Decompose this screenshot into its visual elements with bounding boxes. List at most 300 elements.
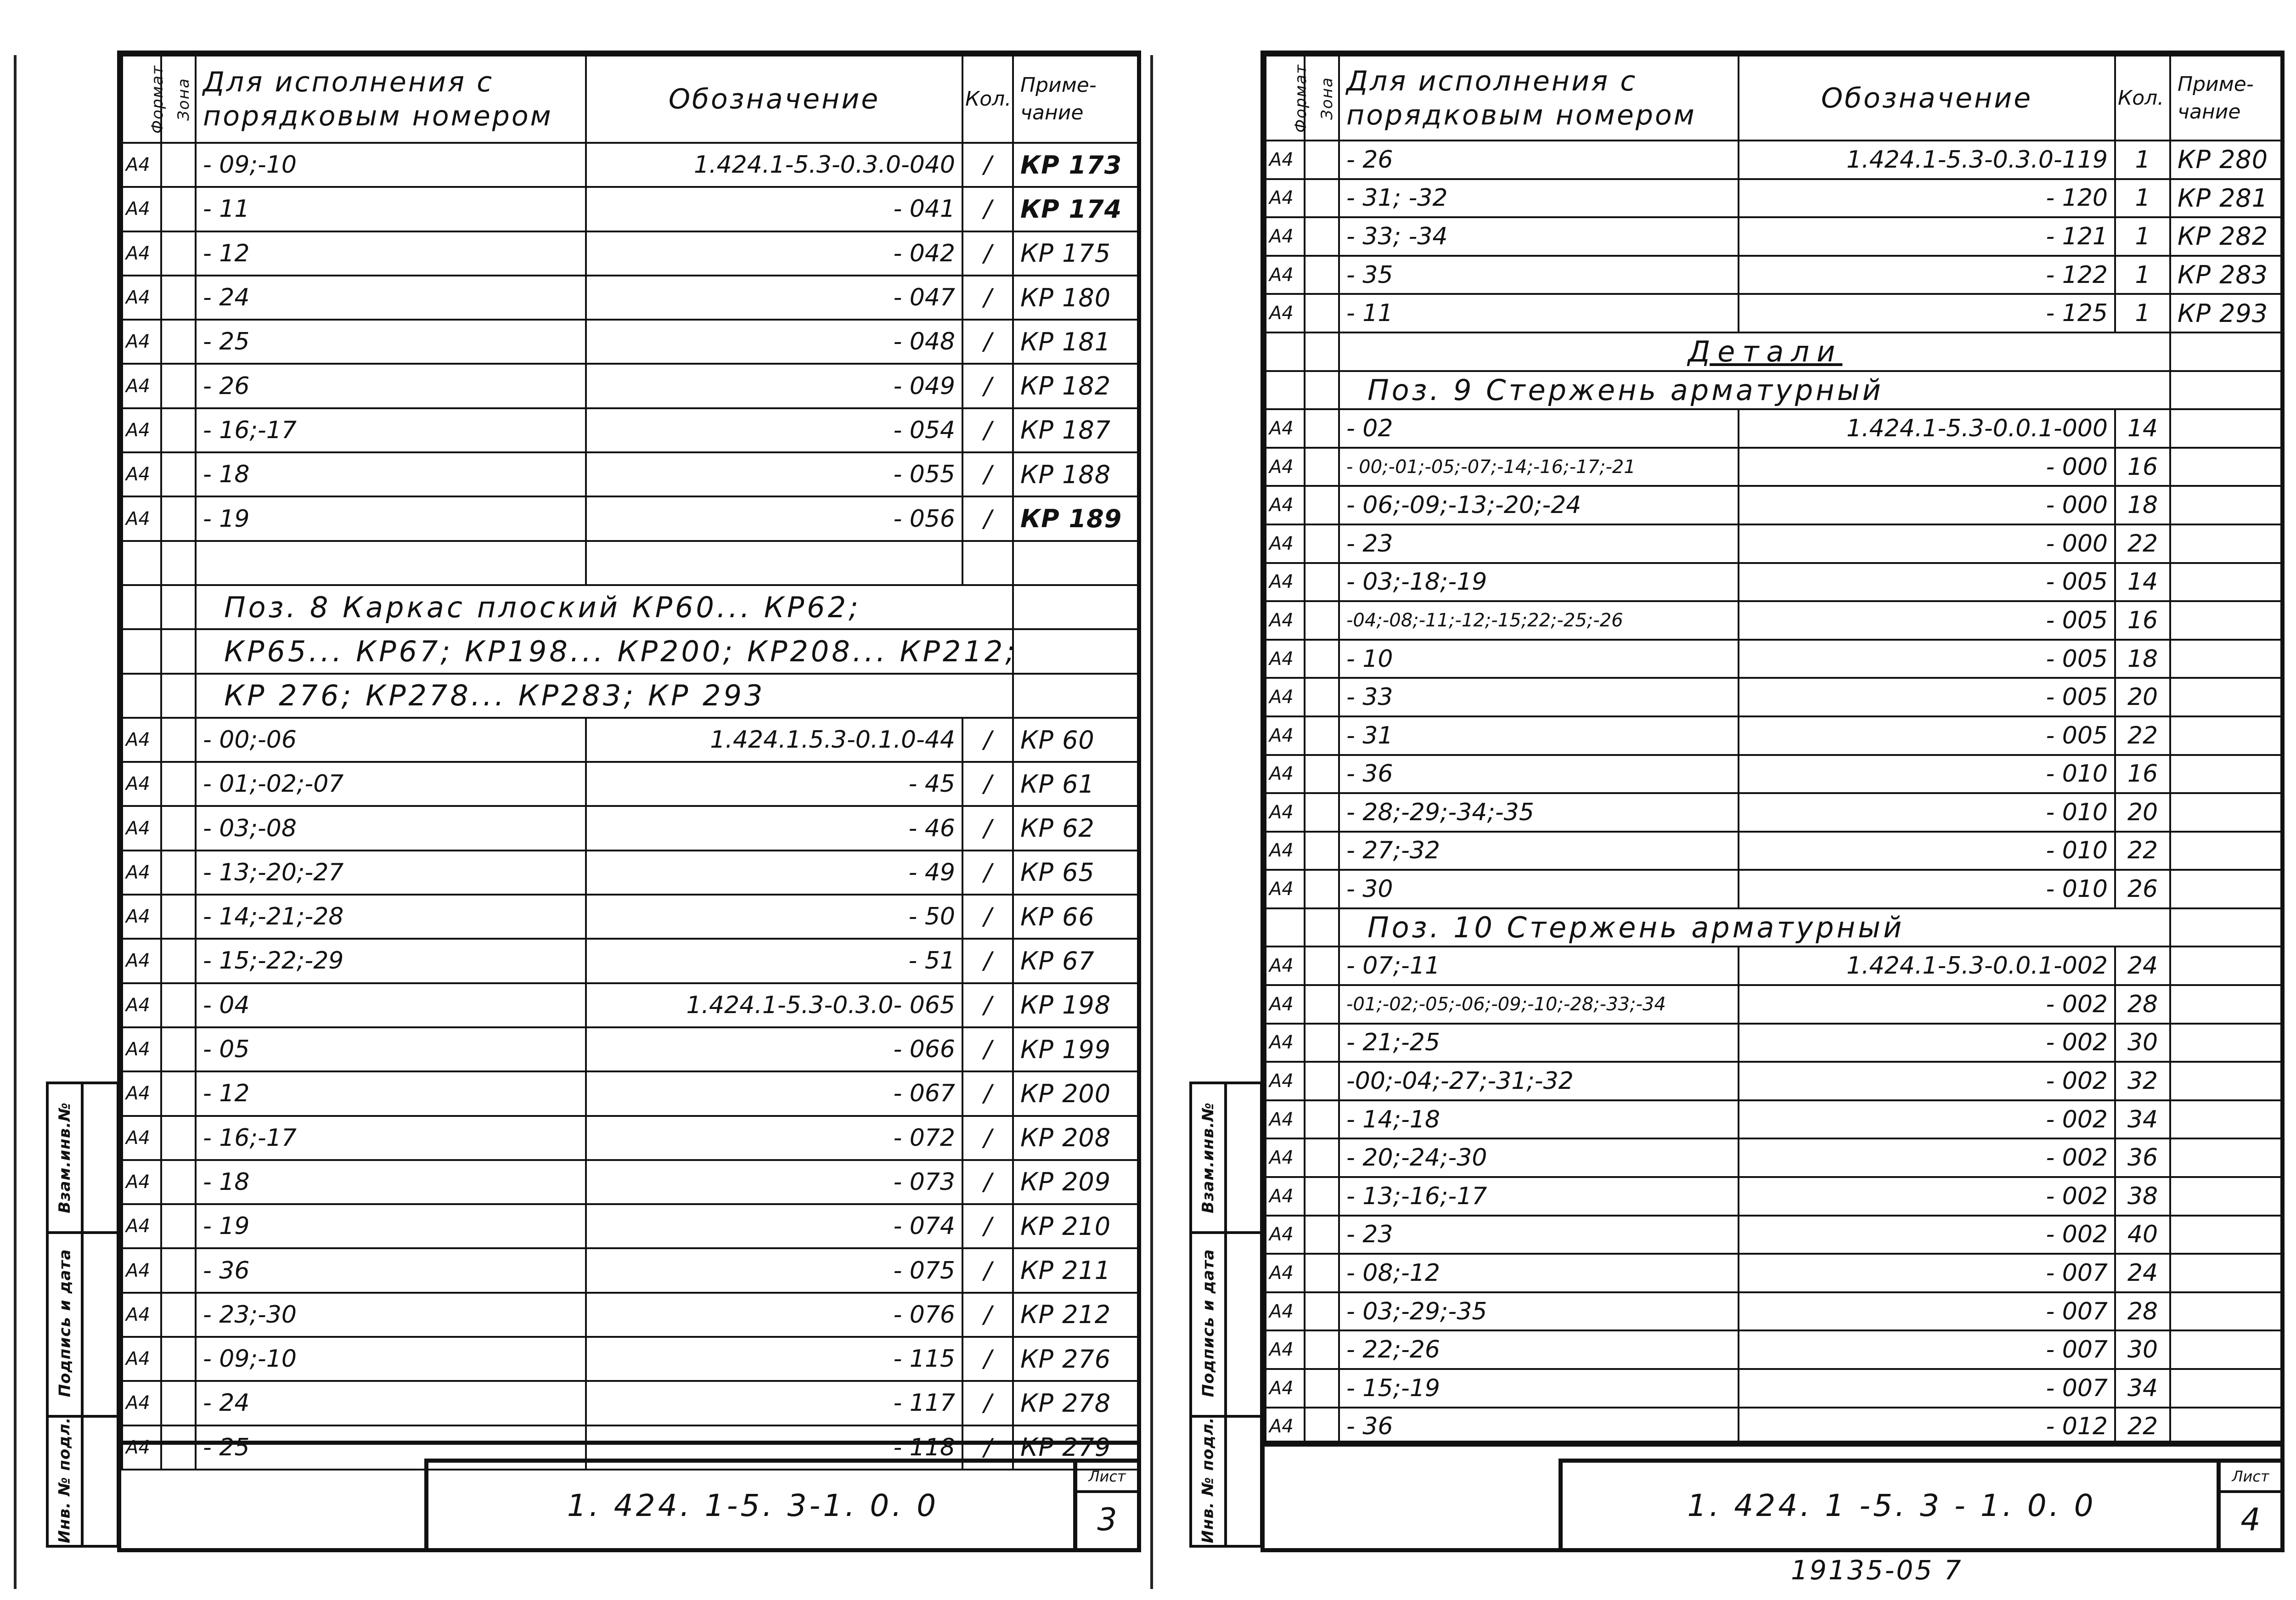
table-row xyxy=(1266,217,2281,256)
cell-note: КР 180 xyxy=(1013,276,1138,320)
title-inner xyxy=(1559,1459,2280,1548)
table-body-left xyxy=(122,143,1138,1470)
cell-designation: 1.424.1-5.3-0.3.0-040 xyxy=(586,143,962,187)
cell-note: КР 200 xyxy=(1013,1071,1138,1115)
cell-designation: - 50 xyxy=(586,895,962,939)
cell-qty: / xyxy=(962,1248,1013,1292)
section-text: КР 276; КР278... КР283; КР 293 xyxy=(196,674,1013,718)
cell-note: КР 281 xyxy=(2170,179,2281,218)
cell-execution: - 10 xyxy=(1339,640,1739,678)
cell-designation: - 000 xyxy=(1739,486,2115,524)
col-note: Приме-чание xyxy=(2170,56,2281,141)
cell-format: А4 xyxy=(1266,678,1305,716)
sheet-number: 3 xyxy=(1097,1501,1117,1538)
sheet-page-3 xyxy=(117,51,1141,1552)
cell-zone xyxy=(161,187,196,231)
cell-execution: - 26 xyxy=(1339,141,1739,179)
cell-designation: 1.424.1-5.3-0.0.1-002 xyxy=(1739,946,2115,985)
cell-qty: / xyxy=(962,364,1013,408)
cell-execution: - 22;-26 xyxy=(1339,1330,1739,1369)
table-row xyxy=(122,143,1138,187)
cell-zone xyxy=(1305,256,1339,294)
cell-note: КР 209 xyxy=(1013,1160,1138,1204)
cell-qty: / xyxy=(962,851,1013,895)
cell-note xyxy=(2170,1177,2281,1216)
table-row xyxy=(1266,1177,2281,1216)
cell-designation: - 002 xyxy=(1739,985,2115,1024)
col-format: Формат xyxy=(1266,56,1305,141)
cell-zone xyxy=(161,1293,196,1337)
cell-format: А4 xyxy=(1266,1062,1305,1100)
cell-note xyxy=(2170,1216,2281,1254)
sheet-number: 4 xyxy=(2240,1501,2261,1538)
table-row xyxy=(1266,832,2281,870)
cell-designation: - 005 xyxy=(1739,640,2115,678)
cell-note xyxy=(2170,1100,2281,1139)
col-designation: Обозначение xyxy=(1739,56,2115,141)
cell-execution: - 19 xyxy=(196,1204,586,1248)
cell-execution: - 09;-10 xyxy=(196,1337,586,1381)
cell-format: А4 xyxy=(1266,179,1305,218)
cell-qty: 28 xyxy=(2115,985,2170,1024)
cell-format: А4 xyxy=(122,320,161,364)
cell-qty: 40 xyxy=(2115,1216,2170,1254)
cell-zone xyxy=(1305,1138,1339,1177)
cell-zone xyxy=(161,718,196,762)
cell-note xyxy=(2170,1062,2281,1100)
cell-designation: - 007 xyxy=(1739,1330,2115,1369)
cell-format: А4 xyxy=(1266,217,1305,256)
cell-execution: -00;-04;-27;-31;-32 xyxy=(1339,1062,1739,1100)
cell-designation: 1.424.1.5.3-0.1.0-44 xyxy=(586,718,962,762)
cell-qty: 20 xyxy=(2115,678,2170,716)
cell-note: КР 212 xyxy=(1013,1293,1138,1337)
cell-format: А4 xyxy=(1266,294,1305,332)
cell-format: А4 xyxy=(1266,1100,1305,1139)
strip-inv-orig: Инв. № подл. xyxy=(49,1415,117,1545)
cell-format: А4 xyxy=(1266,716,1305,755)
cell-qty: / xyxy=(962,276,1013,320)
cell-execution: - 14;-18 xyxy=(1339,1100,1739,1139)
cell-format: А4 xyxy=(122,408,161,452)
cell-note xyxy=(2170,1254,2281,1292)
cell-qty: 1 xyxy=(2115,179,2170,218)
title-block xyxy=(121,1441,1137,1548)
cell-qty: / xyxy=(962,187,1013,231)
cell-execution: - 31; -32 xyxy=(1339,179,1739,218)
cell-note: КР 276 xyxy=(1013,1337,1138,1381)
cell-designation: - 054 xyxy=(586,408,962,452)
cell-qty: 38 xyxy=(2115,1177,2170,1216)
cell-qty: 24 xyxy=(2115,1254,2170,1292)
cell-format: А4 xyxy=(1266,256,1305,294)
cell-format: А4 xyxy=(1266,1177,1305,1216)
spec-table-left xyxy=(121,55,1139,1470)
table-row xyxy=(1266,1254,2281,1292)
section-text: Детали xyxy=(1339,332,2170,371)
table-row xyxy=(1266,985,2281,1024)
cell-note xyxy=(2170,448,2281,486)
cell-zone xyxy=(161,1116,196,1160)
cell-note xyxy=(2170,1330,2281,1369)
table-row xyxy=(122,1293,1138,1337)
cell-format: А4 xyxy=(122,364,161,408)
cell-zone xyxy=(161,231,196,276)
cell-zone xyxy=(161,452,196,496)
cell-format: А4 xyxy=(122,1071,161,1115)
cell-qty: 36 xyxy=(2115,1138,2170,1177)
table-row xyxy=(122,718,1138,762)
cell-zone xyxy=(161,983,196,1027)
cell-format: А4 xyxy=(1266,755,1305,794)
table-row xyxy=(122,496,1138,541)
cell-zone xyxy=(161,496,196,541)
fold-line xyxy=(14,55,17,1589)
cell-qty: 22 xyxy=(2115,1408,2170,1446)
cell-designation: - 118 xyxy=(586,1425,962,1470)
table-row xyxy=(122,806,1138,850)
cell-designation: - 49 xyxy=(586,851,962,895)
table-row xyxy=(1266,141,2281,179)
cell-designation: - 067 xyxy=(586,1071,962,1115)
table-row xyxy=(1266,294,2281,332)
table-row xyxy=(1266,486,2281,524)
strip-inv-orig: Инв. № подл. xyxy=(1192,1415,1260,1545)
table-row xyxy=(1266,1024,2281,1062)
cell-format: А4 xyxy=(122,1116,161,1160)
cell-zone xyxy=(1305,1062,1339,1100)
cell-qty: / xyxy=(962,143,1013,187)
cell-zone xyxy=(161,320,196,364)
cell-note: КР 175 xyxy=(1013,231,1138,276)
cell-zone xyxy=(1305,678,1339,716)
cell-execution: -04;-08;-11;-12;-15;22;-25;-26 xyxy=(1339,601,1739,640)
cell-format: А4 xyxy=(122,1204,161,1248)
cell-designation: - 010 xyxy=(1739,755,2115,794)
cell-qty: 1 xyxy=(2115,141,2170,179)
col-zone: Зона xyxy=(161,56,196,143)
cell-execution: - 35 xyxy=(1339,256,1739,294)
cell-execution: - 26 xyxy=(196,364,586,408)
cell-note: КР 60 xyxy=(1013,718,1138,762)
cell-note xyxy=(2170,793,2281,832)
cell-designation: - 117 xyxy=(586,1381,962,1425)
cell-zone xyxy=(1305,870,1339,908)
spec-table-right xyxy=(1265,55,2282,1447)
cell-designation: - 002 xyxy=(1739,1138,2115,1177)
cell-execution: - 31 xyxy=(1339,716,1739,755)
document-code: 1. 424. 1 -5. 3 - 1. 0. 0 xyxy=(1687,1487,2096,1523)
cell-designation: 1.424.1-5.3-0.3.0- 065 xyxy=(586,983,962,1027)
cell-zone xyxy=(1305,1369,1339,1408)
cell-zone xyxy=(1305,1216,1339,1254)
cell-execution: - 25 xyxy=(196,320,586,364)
cell-execution: - 03;-18;-19 xyxy=(1339,563,1739,602)
cell-execution: - 14;-21;-28 xyxy=(196,895,586,939)
table-row xyxy=(122,1116,1138,1160)
col-qty: Кол. xyxy=(2115,56,2170,141)
cell-format: А4 xyxy=(122,1337,161,1381)
cell-designation: - 005 xyxy=(1739,563,2115,602)
cell-execution: - 11 xyxy=(196,187,586,231)
cell-zone xyxy=(1305,985,1339,1024)
cell-format: А4 xyxy=(1266,1138,1305,1177)
cell-note: КР 187 xyxy=(1013,408,1138,452)
col-designation: Обозначение xyxy=(586,56,962,143)
cell-note: КР 62 xyxy=(1013,806,1138,850)
cell-zone xyxy=(1305,1100,1339,1139)
table-row xyxy=(122,1381,1138,1425)
cell-designation: - 002 xyxy=(1739,1177,2115,1216)
cell-designation: - 049 xyxy=(586,364,962,408)
cell-designation: - 073 xyxy=(586,1160,962,1204)
cell-designation: - 120 xyxy=(1739,179,2115,218)
table-row xyxy=(122,187,1138,231)
sheet-box xyxy=(1073,1463,1137,1548)
table-row xyxy=(1266,256,2281,294)
cell-note: КР 198 xyxy=(1013,983,1138,1027)
cell-execution: - 19 xyxy=(196,496,586,541)
col-execution: Для исполнения с порядковым номером xyxy=(1339,56,1739,141)
table-row xyxy=(122,983,1138,1027)
cell-qty: 16 xyxy=(2115,601,2170,640)
cell-note xyxy=(2170,832,2281,870)
cell-format: А4 xyxy=(1266,985,1305,1024)
cell-qty: / xyxy=(962,1204,1013,1248)
cell-note: КР 67 xyxy=(1013,939,1138,983)
cell-format: А4 xyxy=(1266,640,1305,678)
cell-qty: / xyxy=(962,1160,1013,1204)
cell-zone xyxy=(161,939,196,983)
cell-format: А4 xyxy=(122,806,161,850)
table-row xyxy=(122,851,1138,895)
cell-execution: - 30 xyxy=(1339,870,1739,908)
cell-execution: - 13;-16;-17 xyxy=(1339,1177,1739,1216)
cell-qty: / xyxy=(962,1381,1013,1425)
cell-execution: - 15;-19 xyxy=(1339,1369,1739,1408)
cell-qty: 34 xyxy=(2115,1369,2170,1408)
cell-designation: - 007 xyxy=(1739,1254,2115,1292)
table-row xyxy=(122,939,1138,983)
cell-zone xyxy=(161,364,196,408)
strip-inv-replace: Взам.инв.№ xyxy=(1192,1084,1260,1234)
cell-qty: 18 xyxy=(2115,486,2170,524)
cell-execution: - 28;-29;-34;-35 xyxy=(1339,793,1739,832)
cell-qty: / xyxy=(962,496,1013,541)
cell-qty: 26 xyxy=(2115,870,2170,908)
cell-zone xyxy=(161,1337,196,1381)
cell-designation: - 122 xyxy=(1739,256,2115,294)
cell-qty: / xyxy=(962,939,1013,983)
cell-note xyxy=(2170,486,2281,524)
cell-zone xyxy=(161,1160,196,1204)
cell-execution: - 00;-01;-05;-07;-14;-16;-17;-21 xyxy=(1339,448,1739,486)
cell-designation: - 047 xyxy=(586,276,962,320)
cell-designation: - 005 xyxy=(1739,716,2115,755)
cell-zone xyxy=(1305,793,1339,832)
cell-execution: - 16;-17 xyxy=(196,408,586,452)
cell-format: А4 xyxy=(1266,141,1305,179)
cell-qty: 20 xyxy=(2115,793,2170,832)
cell-qty: / xyxy=(962,1116,1013,1160)
cell-execution: - 03;-29;-35 xyxy=(1339,1292,1739,1331)
cell-execution: - 33 xyxy=(1339,678,1739,716)
cell-format: А4 xyxy=(122,187,161,231)
cell-designation: 1.424.1-5.3-0.3.0-119 xyxy=(1739,141,2115,179)
cell-note: КР 188 xyxy=(1013,452,1138,496)
cell-designation: - 010 xyxy=(1739,870,2115,908)
cell-designation: - 007 xyxy=(1739,1369,2115,1408)
sheet-box xyxy=(2217,1463,2280,1548)
margin-strip-right xyxy=(1189,1082,1263,1548)
cell-format: А4 xyxy=(122,1293,161,1337)
cell-format: А4 xyxy=(122,983,161,1027)
cell-qty: 30 xyxy=(2115,1330,2170,1369)
cell-qty: 1 xyxy=(2115,294,2170,332)
cell-execution: - 12 xyxy=(196,1071,586,1115)
cell-qty: / xyxy=(962,1337,1013,1381)
cell-zone xyxy=(161,408,196,452)
table-row xyxy=(122,408,1138,452)
table-row xyxy=(1266,1292,2281,1331)
table-row xyxy=(1266,678,2281,716)
col-execution: Для исполнения с порядковым номером xyxy=(196,56,586,143)
cell-note xyxy=(2170,870,2281,908)
cell-designation: - 005 xyxy=(1739,678,2115,716)
cell-qty: / xyxy=(962,1425,1013,1470)
table-row xyxy=(1266,755,2281,794)
section-title xyxy=(122,585,1138,629)
cell-zone xyxy=(1305,946,1339,985)
cell-designation: - 056 xyxy=(586,496,962,541)
cell-note: КР 282 xyxy=(2170,217,2281,256)
cell-format: А4 xyxy=(122,762,161,806)
cell-note xyxy=(2170,755,2281,794)
cell-designation: - 074 xyxy=(586,1204,962,1248)
cell-note: КР 182 xyxy=(1013,364,1138,408)
cell-format: А4 xyxy=(122,231,161,276)
strip-sign-date: Подпись и дата xyxy=(1192,1231,1260,1418)
cell-format: А4 xyxy=(1266,448,1305,486)
col-format: Формат xyxy=(122,56,161,143)
cell-zone xyxy=(161,1248,196,1292)
cell-designation: - 075 xyxy=(586,1248,962,1292)
cell-designation: - 000 xyxy=(1739,524,2115,563)
cell-note: КР 173 xyxy=(1013,143,1138,187)
table-row xyxy=(122,452,1138,496)
cell-execution: - 09;-10 xyxy=(196,143,586,187)
cell-note: КР 189 xyxy=(1013,496,1138,541)
cell-zone xyxy=(161,762,196,806)
cell-execution: - 33; -34 xyxy=(1339,217,1739,256)
cell-designation: - 000 xyxy=(1739,448,2115,486)
cell-qty: / xyxy=(962,1293,1013,1337)
cell-designation: - 012 xyxy=(1739,1408,2115,1446)
cell-format: А4 xyxy=(1266,524,1305,563)
cell-qty: 22 xyxy=(2115,716,2170,755)
table-row xyxy=(122,1160,1138,1204)
cell-format: А4 xyxy=(122,939,161,983)
cell-format: А4 xyxy=(1266,409,1305,448)
cell-zone xyxy=(1305,409,1339,448)
table-row xyxy=(1266,870,2281,908)
cell-note xyxy=(2170,716,2281,755)
margin-strip-left xyxy=(46,1082,119,1548)
cell-note xyxy=(2170,985,2281,1024)
cell-designation: - 115 xyxy=(586,1337,962,1381)
table-row xyxy=(1266,640,2281,678)
cell-zone xyxy=(161,851,196,895)
cell-format: А4 xyxy=(1266,1330,1305,1369)
table-row xyxy=(122,1248,1138,1292)
table-header xyxy=(1266,56,2281,141)
cell-qty: / xyxy=(962,895,1013,939)
cell-execution: - 07;-11 xyxy=(1339,946,1739,985)
cell-execution: - 08;-12 xyxy=(1339,1254,1739,1292)
table-row xyxy=(1266,1138,2281,1177)
cell-format: А4 xyxy=(122,895,161,939)
cell-format: А4 xyxy=(1266,832,1305,870)
cell-execution: - 18 xyxy=(196,452,586,496)
empty-row xyxy=(122,541,1138,585)
cell-note: КР 61 xyxy=(1013,762,1138,806)
cell-format: А4 xyxy=(122,851,161,895)
document-code: 1. 424. 1-5. 3-1. 0. 0 xyxy=(567,1487,939,1523)
sheet-label: Лист xyxy=(1077,1463,1137,1493)
cell-execution: - 01;-02;-07 xyxy=(196,762,586,806)
table-row xyxy=(122,895,1138,939)
fold-line xyxy=(1150,55,1153,1589)
cell-execution: - 12 xyxy=(196,231,586,276)
cell-designation: - 066 xyxy=(586,1027,962,1071)
cell-note xyxy=(2170,524,2281,563)
cell-zone xyxy=(161,276,196,320)
cell-zone xyxy=(161,1381,196,1425)
cell-zone xyxy=(161,895,196,939)
col-zone: Зона xyxy=(1305,56,1339,141)
cell-qty: / xyxy=(962,762,1013,806)
cell-zone xyxy=(161,1204,196,1248)
cell-designation: - 002 xyxy=(1739,1062,2115,1100)
cell-note: КР 210 xyxy=(1013,1204,1138,1248)
section-title xyxy=(1266,371,2281,410)
cell-note xyxy=(2170,409,2281,448)
table-row xyxy=(1266,179,2281,218)
table-body-right xyxy=(1266,141,2281,1446)
cell-note: КР 199 xyxy=(1013,1027,1138,1071)
cell-format: А4 xyxy=(1266,1024,1305,1062)
cell-zone xyxy=(161,1071,196,1115)
cell-format: А4 xyxy=(1266,870,1305,908)
cell-note xyxy=(2170,1408,2281,1446)
cell-zone xyxy=(1305,179,1339,218)
table-row xyxy=(1266,448,2281,486)
col-qty: Кол. xyxy=(962,56,1013,143)
cell-qty: 18 xyxy=(2115,640,2170,678)
cell-qty: / xyxy=(962,983,1013,1027)
table-row xyxy=(122,276,1138,320)
cell-zone xyxy=(1305,448,1339,486)
cell-execution: - 36 xyxy=(1339,1408,1739,1446)
cell-format: А4 xyxy=(1266,1292,1305,1331)
cell-qty: 16 xyxy=(2115,755,2170,794)
cell-zone xyxy=(1305,1408,1339,1446)
cell-format: А4 xyxy=(122,1248,161,1292)
cell-qty: 30 xyxy=(2115,1024,2170,1062)
cell-designation: - 002 xyxy=(1739,1024,2115,1062)
table-row xyxy=(122,762,1138,806)
cell-zone xyxy=(1305,141,1339,179)
